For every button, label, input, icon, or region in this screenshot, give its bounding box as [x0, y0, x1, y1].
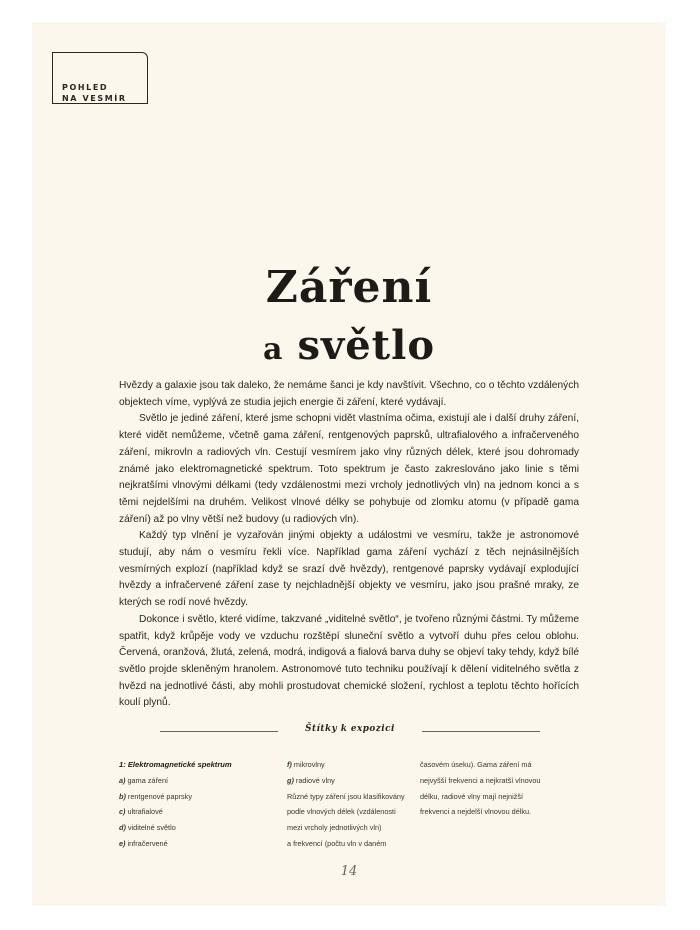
page-title-line2: [32, 322, 666, 369]
exhibit-labels-heading: [160, 724, 540, 738]
paragraph: Každý typ vlnění je vyzařován jinými objekty a událostmi ve vesmíru, takže je astronomové studují, aby nám o vesmíru řekli více. Například gama záření vychází z těch nejnásilnějších vesmírných explozí (například když se srazí dvě hvězdy), rentgenové paprsky vydávají explodující hvězdy a infračervené záření zase ty nejchladnější objekty ve vesmíru, jako jsou prašné mraky, ze kterých se rodí nové hvězdy.: [119, 530, 579, 609]
legend-item-text: rentgenové paprsky: [127, 791, 192, 801]
article-body: [119, 378, 579, 712]
page-title-word: světlo: [297, 322, 435, 369]
legend-column-3: [420, 757, 580, 820]
legend-item: [119, 804, 279, 820]
legend-item: [119, 773, 279, 789]
legend-item-key: b): [119, 791, 126, 801]
page-title-conjunction: a: [262, 332, 284, 367]
legend-item: [119, 820, 279, 836]
legend-heading: 1: Elektromagnetické spektrum: [119, 760, 232, 769]
legend-column-1: [119, 757, 279, 852]
legend-item-key: a): [119, 775, 126, 785]
divider-right: [422, 731, 540, 732]
legend-column-2: [287, 757, 437, 852]
legend-item-text: mikrovlny: [293, 760, 325, 769]
legend-description-line: mezi vrcholy jednotlivých vln): [287, 823, 382, 833]
legend-item: [119, 789, 279, 805]
legend-item-text: gama záření: [127, 775, 169, 785]
section-tag-line2: NA VESMÍR: [62, 94, 127, 103]
legend-item-key: d): [119, 823, 126, 833]
legend-description-line: a frekvencí (počtu vln v daném: [287, 838, 387, 848]
legend-description-line: časovém úseku). Gama záření má: [420, 760, 532, 769]
paragraph: Hvězdy a galaxie jsou tak daleko, že nemáme šanci je kdy navštívit. Všechno, co o těchto vzdálených objektech víme, vyplývá ze studia jejich energie či záření, které vydávají.: [119, 380, 579, 408]
legend-description-line: délku, radiové vlny mají nejnižší: [420, 791, 524, 801]
section-tag: [52, 52, 148, 104]
legend-description-line: Různé typy záření jsou klasifikovány: [287, 791, 405, 801]
page-title-line1: Záření: [265, 262, 433, 313]
legend-item: [119, 836, 279, 852]
page-number: 14: [340, 864, 358, 879]
legend-item-key: f): [287, 760, 292, 769]
legend-description-line: frekvenci a nejdelší vlnovou délku.: [420, 807, 532, 817]
section-tag-line1: POHLED: [62, 83, 109, 92]
legend-description-line: nejvyšší frekvenci a nejkratší vlnovou: [420, 775, 541, 785]
legend-item: [287, 773, 437, 789]
legend-item-text: ultrafialové: [127, 807, 163, 817]
paragraph: Dokonce i světlo, které vidíme, takzvané „viditelné světlo“, je tvořeno různými částmi. Ty můžeme spatřit, když krůpěje vody ve vzduchu rozštěpí sluneční světlo a vytvoří duhu přes celou oblohu. Červená, oranžová, žlutá, zelená, modrá, indigová a fialová barva duhy se objeví taky tehdy, když bílé světlo projde skleněným hranolem. Astronomové tuto techniku používají k dělení viditelného světla z hvězd na jednotlivé části, aby mohli prostudovat chemické složení, rychlost a teplotu těchto hořících koulí plynů.: [119, 613, 579, 709]
divider-left: [160, 731, 278, 732]
legend-item-key: e): [119, 838, 126, 848]
legend-item-text: viditelné světlo: [127, 823, 176, 833]
exhibit-labels-title: Štítky k expozici: [305, 724, 395, 734]
paragraph: Světlo je jediné záření, které jsme schopni vidět vlastníma očima, existují ale i další druhy záření, které vidět nemůžeme, včetně gama záření, rentgenových paprsků, ultrafialového a infračerveného záření, mikrovln a radiových vln. Cestují vesmírem jako vlny různých délek, které jsou dohromady známé jako elektromagnetické spektrum. Toto spektrum je často zakreslováno jako linie s těmi nejkratšími vlnovými délkami (tedy vzdálenostmi mezi vrcholy jednotlivých vln) na jednom konci a s těmi nejdelšími na druhém. Velikost vlnové délky se pohybuje od zlomku atomu (v případě gama záření) až po vlny větší než budovy (u radiových vln).: [119, 413, 579, 525]
legend-item-key: c): [119, 807, 126, 817]
book-page: [32, 22, 666, 906]
legend-item-text: infračervené: [127, 838, 168, 848]
legend-item-key: g): [287, 775, 294, 785]
legend-item: [287, 757, 437, 773]
legend-item-text: radiové vlny: [295, 775, 335, 785]
legend-description-line: podle vlnových délek (vzdálenosti: [287, 807, 396, 817]
